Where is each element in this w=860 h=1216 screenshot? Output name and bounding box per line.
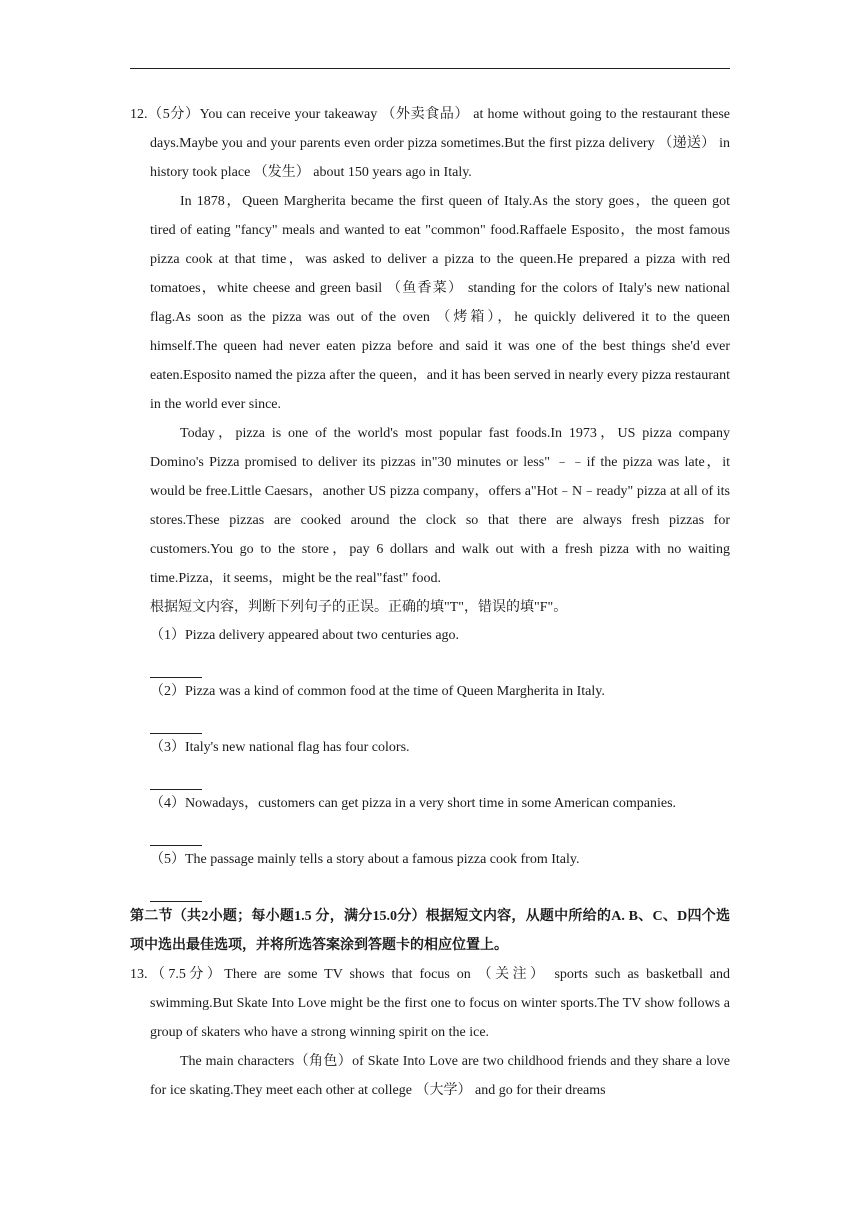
question-text: Pizza was a kind of common food at the time of Queen Margherita in Italy. [185, 684, 605, 699]
q13-score: （7.5分） [147, 967, 225, 982]
answer-blank-3[interactable] [150, 762, 202, 790]
question-number: （2） [150, 684, 185, 699]
answer-blank-1[interactable] [150, 650, 202, 678]
header-rule [130, 68, 730, 69]
question-number: （3） [150, 740, 185, 755]
q13-paragraph-2: The main characters（角色）of Skate Into Love are two childhood friends and they share a love for ice skating.They meet each other at college （大学） and go for their dreams [150, 1054, 730, 1098]
answer-blank-4[interactable] [150, 818, 202, 846]
q12-instruction: 根据短文内容，判断下列句子的正误。正确的填"T"，错误的填"F"。 [150, 600, 568, 615]
question-text: Pizza delivery appeared about two centuries ago. [185, 628, 460, 643]
question-text: The passage mainly tells a story about a famous pizza cook from Italy. [185, 852, 580, 867]
answer-blank-5[interactable] [150, 874, 202, 902]
answer-blank-2[interactable] [150, 706, 202, 734]
question-3 [130, 734, 730, 762]
question-number: （4） [150, 796, 185, 811]
q12-score: （5分） [147, 107, 200, 122]
question-5 [130, 846, 730, 874]
question-2 [130, 678, 730, 706]
q12-intro-text: You can receive your takeaway （外卖食品） at home without going to the restaurant these days.Maybe you and your parents even order pizza sometimes.But the first pizza delivery （递送） in history took place （发生） about 150 years ago in Italy. [150, 107, 731, 180]
q12-paragraph-2: In 1878，Queen Margherita became the first queen of Italy.As the story goes，the queen got tired of eating "fancy" meals and wanted to eat "common" food.Raffaele Esposito，the most famous pizza cook at that time，was asked to deliver a pizza to the queen.He prepared a pizza with red tomatoes，white cheese and green basil （鱼香菜） standing for the colors of Italy's new national flag.As soon as the pizza was out of the oven （烤箱），he quickly delivered it to the queen himself.The queen had never eaten pizza before and said it was one of the best things she'd ever eaten.Esposito named the pizza after the queen，and it has been served in nearly every pizza restaurant in the world ever since. [150, 194, 730, 412]
q13-intro-text: There are some TV shows that focus on （关注） sports such as basketball and swimming.But Skate Into Love might be the first one to focus on winter sports.The TV show follows a group of skaters who have a strong winning spirit on the ice. [150, 967, 731, 1040]
question-1 [130, 622, 730, 650]
q12-paragraph-3: Today，pizza is one of the world's most popular fast foods.In 1973，US pizza company Domino's Pizza promised to deliver its pizzas in"30 minutes or less" ﹣﹣if the pizza was late，it would be free.Little Caesars，another US pizza company，offers a"Hot﹣N﹣ready" pizza at all of its stores.These pizzas are cooked around the clock so that there are always fresh pizzas for customers.You go to the store，pay 6 dollars and walk out with a fresh pizza with no waiting time.Pizza，it seems，might be the real"fast" food. [150, 426, 730, 586]
question-text: Italy's new national flag has four colors. [185, 740, 410, 755]
question-4 [130, 790, 730, 818]
content [130, 100, 730, 1105]
q13-intro [130, 960, 730, 1047]
question-number: （1） [150, 628, 185, 643]
question-text: Nowadays，customers can get pizza in a very short time in some American companies. [185, 796, 677, 811]
question-number: （5） [150, 852, 185, 867]
q12-number: 12. [130, 107, 148, 122]
section-2-heading: 第二节（共2小题；每小题1.5 分，满分15.0分）根据短文内容，从题中所给的A. B、C、D四个选项中选出最佳选项，并将所选答案涂到答题卡的相应位置上。 [130, 909, 730, 953]
q13-number: 13. [130, 967, 148, 982]
q12-intro [130, 100, 730, 187]
